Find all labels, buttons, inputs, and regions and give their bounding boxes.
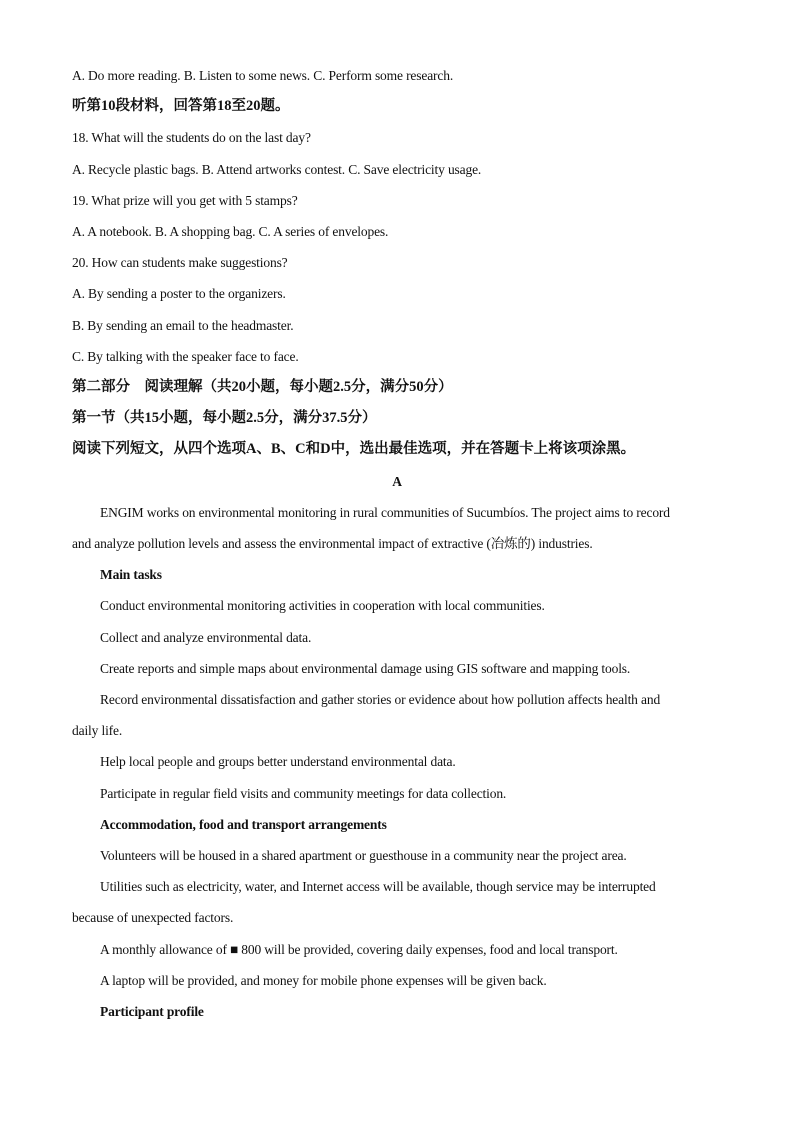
arrangement-item: Volunteers will be housed in a shared apartment or guesthouse in a community near the project area. [100,848,627,864]
main-tasks-heading: Main tasks [100,567,162,583]
document-page [72,60,722,1027]
arrangements-heading: Accommodation, food and transport arrangements [100,816,387,832]
passage-label: A [392,473,402,489]
task-item: Create reports and simple maps about environmental damage using GIS software and mapping tools. [100,660,631,676]
q20-option-a: A. By sending a poster to the organizers. [72,286,286,302]
task-item: Conduct environmental monitoring activities in cooperation with local communities. [100,598,545,614]
q17-options: A. Do more reading. B. Listen to some news. C. Perform some research. [72,68,454,83]
arrangement-item: Utilities such as electricity, water, and Internet access will be available, though service may be interrupted [100,879,656,895]
q19-options: A. A notebook. B. A shopping bag. C. A series of envelopes. [72,224,389,240]
q20-question: 20. How can students make suggestions? [72,255,288,271]
passage-intro-line1: ENGIM works on environmental monitoring in rural communities of Sucumbíos. The project aims to record [100,504,670,520]
section1-heading: 第一节（共15小题，每小题2.5分，满分37.5分） [72,410,377,427]
q18-options: A. Recycle plastic bags. B. Attend artworks contest. C. Save electricity usage. [72,161,482,177]
q20-option-b: B. By sending an email to the headmaster. [72,317,294,333]
task-item: Help local people and groups better understand environmental data. [100,754,456,770]
arrangement-item: A monthly allowance of ■ 800 will be provided, covering daily expenses, food and local transport. [100,941,618,957]
participant-profile-heading: Participant profile [100,1004,204,1020]
task-item: Participate in regular field visits and community meetings for data collection. [100,785,507,801]
task-item: Collect and analyze environmental data. [100,629,312,645]
q19-question: 19. What prize will you get with 5 stamps? [72,192,298,208]
part2-heading: 第二部分 阅读理解（共20小题，每小题2.5分，满分50分） [72,379,453,396]
q20-option-c: C. By talking with the speaker face to face. [72,348,299,364]
task-item-continuation: daily life. [72,723,123,739]
passage-intro-line2: and analyze pollution levels and assess the environmental impact of extractive (冶炼的) industries. [72,536,593,552]
arrangement-item: A laptop will be provided, and money for mobile phone expenses will be given back. [100,972,547,988]
q18-question: 18. What will the students do on the last day? [72,130,311,146]
reading-instruction: 阅读下列短文，从四个选项A、B、C和D中，选出最佳选项，并在答题卡上将该项涂黑。 [72,441,636,458]
arrangement-item-continuation: because of unexpected factors. [72,910,234,926]
section10-instruction: 听第10段材料，回答第18至20题。 [72,98,290,115]
task-item: Record environmental dissatisfaction and gather stories or evidence about how pollution affects health and [100,692,661,708]
